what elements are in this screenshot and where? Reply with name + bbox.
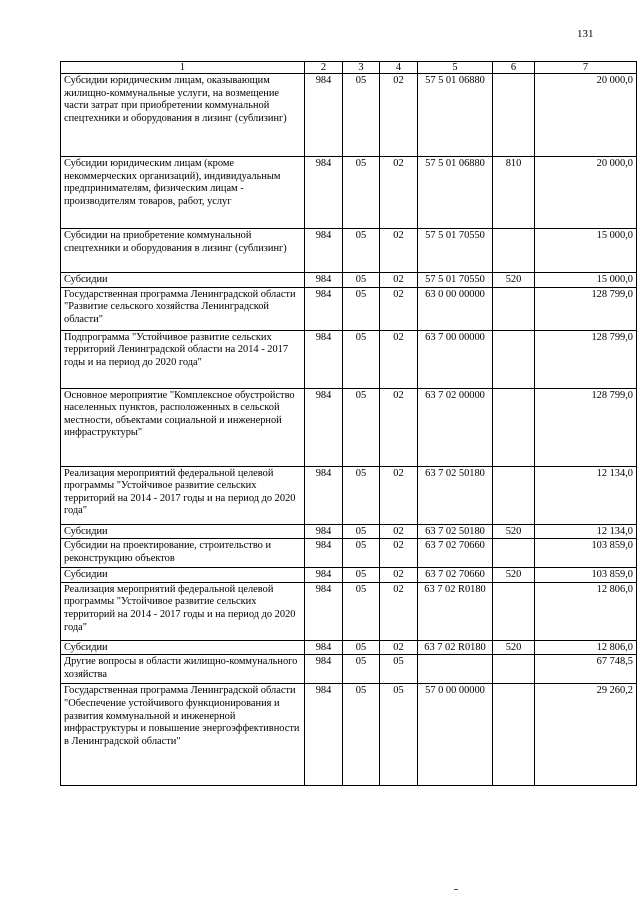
- header-col-1: 1: [61, 62, 305, 74]
- row-target-code: 63 7 02 R0180: [418, 582, 493, 640]
- table-row: [61, 388, 637, 466]
- row-sum: 128 799,0: [535, 330, 637, 388]
- row-name: Другие вопросы в области жилищно-коммунального хозяйства: [61, 655, 305, 684]
- row-expense-type: [493, 466, 535, 524]
- row-grbs: 984: [305, 524, 343, 539]
- row-grbs: 984: [305, 330, 343, 388]
- table-row: [61, 582, 637, 640]
- row-name: Субсидии: [61, 568, 305, 583]
- row-subsection: 02: [380, 568, 418, 583]
- row-sum: 20 000,0: [535, 74, 637, 157]
- row-target-code: 63 7 02 50180: [418, 466, 493, 524]
- row-name: Основное мероприятие "Комплексное обустройство населенных пунктов, расположенных в сельской местности, объектами социальной и инженерной инфраструктуры": [61, 388, 305, 466]
- row-subsection: 02: [380, 273, 418, 288]
- table-row: [61, 524, 637, 539]
- table-row: [61, 273, 637, 288]
- table-row: [61, 466, 637, 524]
- row-expense-type: 520: [493, 640, 535, 655]
- row-section: 05: [343, 640, 380, 655]
- row-target-code: 57 5 01 06880: [418, 157, 493, 229]
- row-target-code: 63 0 00 00000: [418, 287, 493, 330]
- header-col-2: 2: [305, 62, 343, 74]
- row-grbs: 984: [305, 157, 343, 229]
- row-target-code: 57 5 01 06880: [418, 74, 493, 157]
- row-expense-type: [493, 330, 535, 388]
- row-section: 05: [343, 287, 380, 330]
- row-target-code: 57 5 01 70550: [418, 273, 493, 288]
- row-sum: 128 799,0: [535, 287, 637, 330]
- row-name: Подпрограмма "Устойчивое развитие сельских территорий Ленинградской области на 2014 - 2017 годы и на период до 2020 года": [61, 330, 305, 388]
- header-col-3: 3: [343, 62, 380, 74]
- row-target-code: 63 7 02 00000: [418, 388, 493, 466]
- row-grbs: 984: [305, 273, 343, 288]
- row-expense-type: 810: [493, 157, 535, 229]
- row-subsection: 02: [380, 388, 418, 466]
- row-grbs: 984: [305, 229, 343, 273]
- row-grbs: 984: [305, 74, 343, 157]
- row-expense-type: [493, 74, 535, 157]
- header-col-5: 5: [418, 62, 493, 74]
- row-expense-type: [493, 684, 535, 786]
- row-sum: 20 000,0: [535, 157, 637, 229]
- table-row: [61, 655, 637, 684]
- row-expense-type: 520: [493, 273, 535, 288]
- row-name: Субсидии: [61, 524, 305, 539]
- row-name: Субсидии: [61, 273, 305, 288]
- row-expense-type: [493, 539, 535, 568]
- row-name: Субсидии на проектирование, строительство и реконструкцию объектов: [61, 539, 305, 568]
- table-row: [61, 684, 637, 786]
- row-sum: 128 799,0: [535, 388, 637, 466]
- header-col-6: 6: [493, 62, 535, 74]
- row-name: Государственная программа Ленинградской области "Развитие сельского хозяйства Ленинградской области": [61, 287, 305, 330]
- row-sum: 12 134,0: [535, 524, 637, 539]
- row-subsection: 02: [380, 157, 418, 229]
- row-grbs: 984: [305, 582, 343, 640]
- row-section: 05: [343, 157, 380, 229]
- row-section: 05: [343, 229, 380, 273]
- header-col-7: 7: [535, 62, 637, 74]
- row-target-code: [418, 655, 493, 684]
- row-grbs: 984: [305, 655, 343, 684]
- table-row: [61, 229, 637, 273]
- row-grbs: 984: [305, 539, 343, 568]
- row-sum: 12 806,0: [535, 640, 637, 655]
- row-target-code: 57 5 01 70550: [418, 229, 493, 273]
- page-number: 131: [577, 28, 594, 40]
- row-section: 05: [343, 466, 380, 524]
- row-name: Субсидии юридическим лицам (кроме некоммерческих организаций), индивидуальным предпринимателям, физическим лицам - производителям товаров, работ, услуг: [61, 157, 305, 229]
- row-sum: 15 000,0: [535, 229, 637, 273]
- row-expense-type: [493, 287, 535, 330]
- row-name: Реализация мероприятий федеральной целевой программы "Устойчивое развитие сельских территорий на 2014 - 2017 годы и на период до 2020 года": [61, 582, 305, 640]
- row-subsection: 02: [380, 287, 418, 330]
- row-sum: 12 134,0: [535, 466, 637, 524]
- row-grbs: 984: [305, 684, 343, 786]
- row-subsection: 02: [380, 229, 418, 273]
- table-row: [61, 287, 637, 330]
- row-section: 05: [343, 582, 380, 640]
- row-subsection: 02: [380, 466, 418, 524]
- table-row: [61, 157, 637, 229]
- row-section: 05: [343, 74, 380, 157]
- row-subsection: 02: [380, 582, 418, 640]
- row-sum: 67 748,5: [535, 655, 637, 684]
- row-sum: 15 000,0: [535, 273, 637, 288]
- row-sum: 29 260,2: [535, 684, 637, 786]
- row-section: 05: [343, 655, 380, 684]
- row-expense-type: [493, 582, 535, 640]
- row-subsection: 02: [380, 74, 418, 157]
- table-row: [61, 640, 637, 655]
- table-row: [61, 74, 637, 157]
- row-target-code: 63 7 02 50180: [418, 524, 493, 539]
- row-target-code: 63 7 02 R0180: [418, 640, 493, 655]
- header-row: [61, 62, 637, 74]
- row-subsection: 05: [380, 655, 418, 684]
- row-sum: 12 806,0: [535, 582, 637, 640]
- row-section: 05: [343, 684, 380, 786]
- row-target-code: 57 0 00 00000: [418, 684, 493, 786]
- row-grbs: 984: [305, 466, 343, 524]
- row-grbs: 984: [305, 388, 343, 466]
- table-row: [61, 539, 637, 568]
- row-section: 05: [343, 539, 380, 568]
- header-col-4: 4: [380, 62, 418, 74]
- row-subsection: 02: [380, 640, 418, 655]
- row-expense-type: 520: [493, 568, 535, 583]
- row-grbs: 984: [305, 287, 343, 330]
- row-section: 05: [343, 524, 380, 539]
- row-name: Реализация мероприятий федеральной целевой программы "Устойчивое развитие сельских территорий на 2014 - 2017 годы и на период до 2020 года": [61, 466, 305, 524]
- row-name: Субсидии на приобретение коммунальной спецтехники и оборудования в лизинг (сублизинг): [61, 229, 305, 273]
- budget-table: [60, 61, 637, 786]
- row-subsection: 02: [380, 539, 418, 568]
- row-section: 05: [343, 388, 380, 466]
- row-expense-type: [493, 655, 535, 684]
- table-row: [61, 330, 637, 388]
- row-sum: 103 859,0: [535, 539, 637, 568]
- row-subsection: 02: [380, 330, 418, 388]
- row-target-code: 63 7 02 70660: [418, 539, 493, 568]
- row-name: Субсидии: [61, 640, 305, 655]
- row-expense-type: 520: [493, 524, 535, 539]
- scan-mark: [454, 889, 458, 890]
- row-sum: 103 859,0: [535, 568, 637, 583]
- row-expense-type: [493, 229, 535, 273]
- row-subsection: 02: [380, 524, 418, 539]
- row-expense-type: [493, 388, 535, 466]
- row-section: 05: [343, 568, 380, 583]
- row-name: Субсидии юридическим лицам, оказывающим жилищно-коммунальные услуги, на возмещение части затрат при приобретении коммунальной спецтехники и оборудования в лизинг (сублизинг): [61, 74, 305, 157]
- row-section: 05: [343, 330, 380, 388]
- row-section: 05: [343, 273, 380, 288]
- row-target-code: 63 7 00 00000: [418, 330, 493, 388]
- row-subsection: 05: [380, 684, 418, 786]
- table-row: [61, 568, 637, 583]
- row-grbs: 984: [305, 640, 343, 655]
- row-name: Государственная программа Ленинградской области "Обеспечение устойчивого функционирования и развития коммунальной и инженерной инфраструктуры и повышение энергоэффективности в Ленинградской области": [61, 684, 305, 786]
- row-grbs: 984: [305, 568, 343, 583]
- row-target-code: 63 7 02 70660: [418, 568, 493, 583]
